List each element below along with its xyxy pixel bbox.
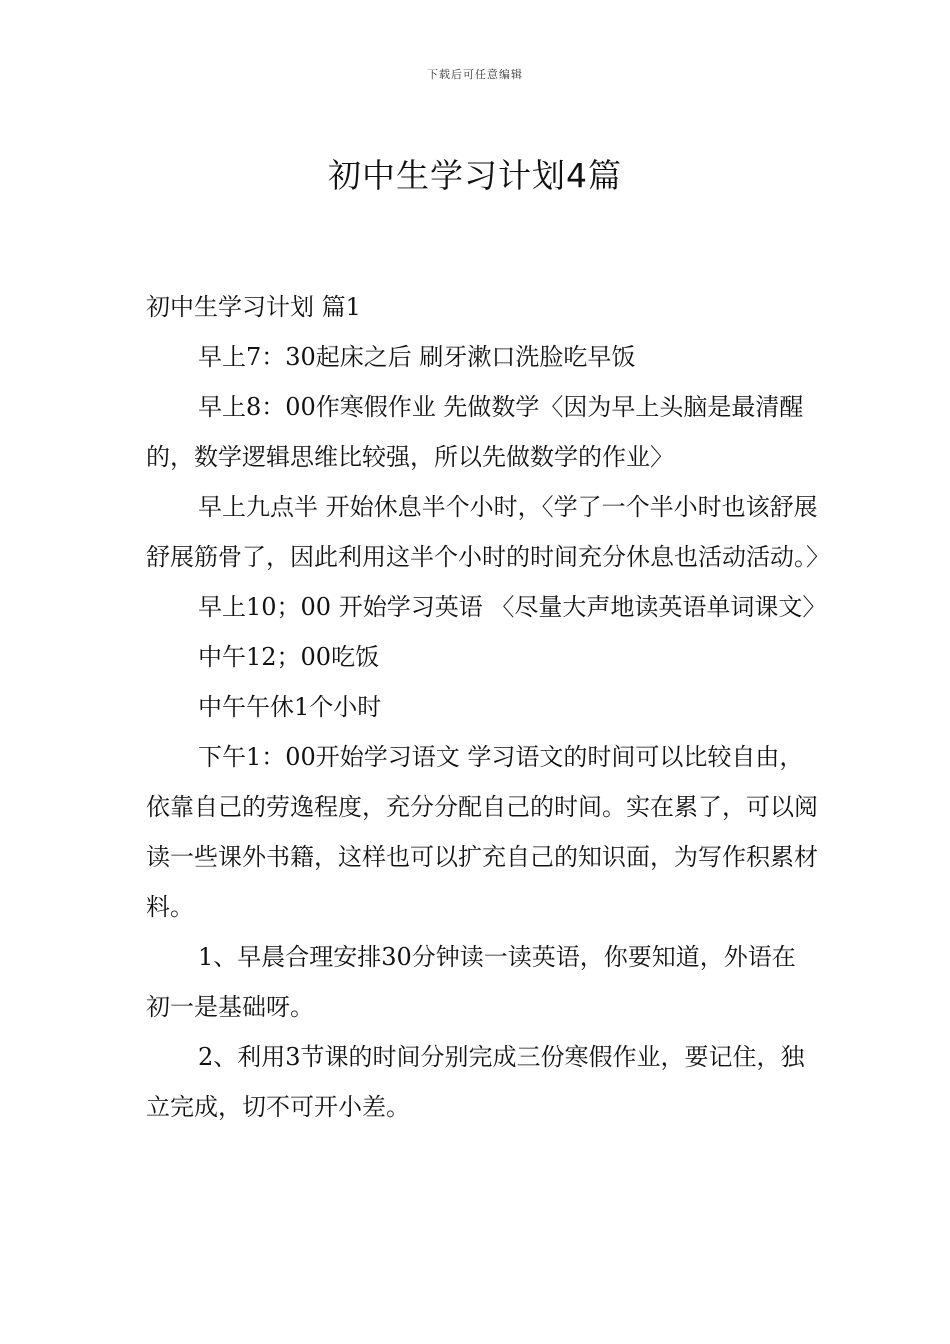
paragraph: 中午午休1个小时 [198, 693, 382, 721]
page-title: 初中生学习计划4篇 [328, 156, 622, 196]
document-body [146, 282, 830, 1132]
paragraph: 早上8：00作寒假作业 先做数学〈因为早上头脑是最清醒的，数学逻辑思维比较强，所以先做数学的作业〉 [146, 393, 804, 471]
paragraph: 早上7：30起床之后 刷牙漱口洗脸吃早饭 [198, 343, 636, 371]
paragraph: 早上九点半 开始休息半个小时，〈学了一个半小时也该舒展舒展筋骨了，因此利用这半个小时的时间充分休息也活动活动。〉 [146, 493, 830, 571]
paragraph: 2、利用3节课的时间分别完成三份寒假作业，要记住，独立完成，切不可开小差。 [146, 1043, 805, 1121]
paragraph: 下午1：00开始学习语文 学习语文的时间可以比较自由，依靠自己的劳逸程度，充分分配自己的时间。实在累了，可以阅读一些课外书籍，这样也可以扩充自己的知识面，为写作积累材料。 [146, 743, 818, 921]
paragraph: 早上10；00 开始学习英语 〈尽量大声地读英语单词课文〉 [198, 593, 827, 621]
paragraph: 1、早晨合理安排30分钟读一读英语，你要知道，外语在初一是基础呀。 [146, 943, 796, 1021]
header-note: 下载后可任意编辑 [427, 68, 523, 81]
paragraph: 中午12；00吃饭 [198, 643, 380, 671]
section-heading: 初中生学习计划 篇1 [146, 293, 361, 321]
